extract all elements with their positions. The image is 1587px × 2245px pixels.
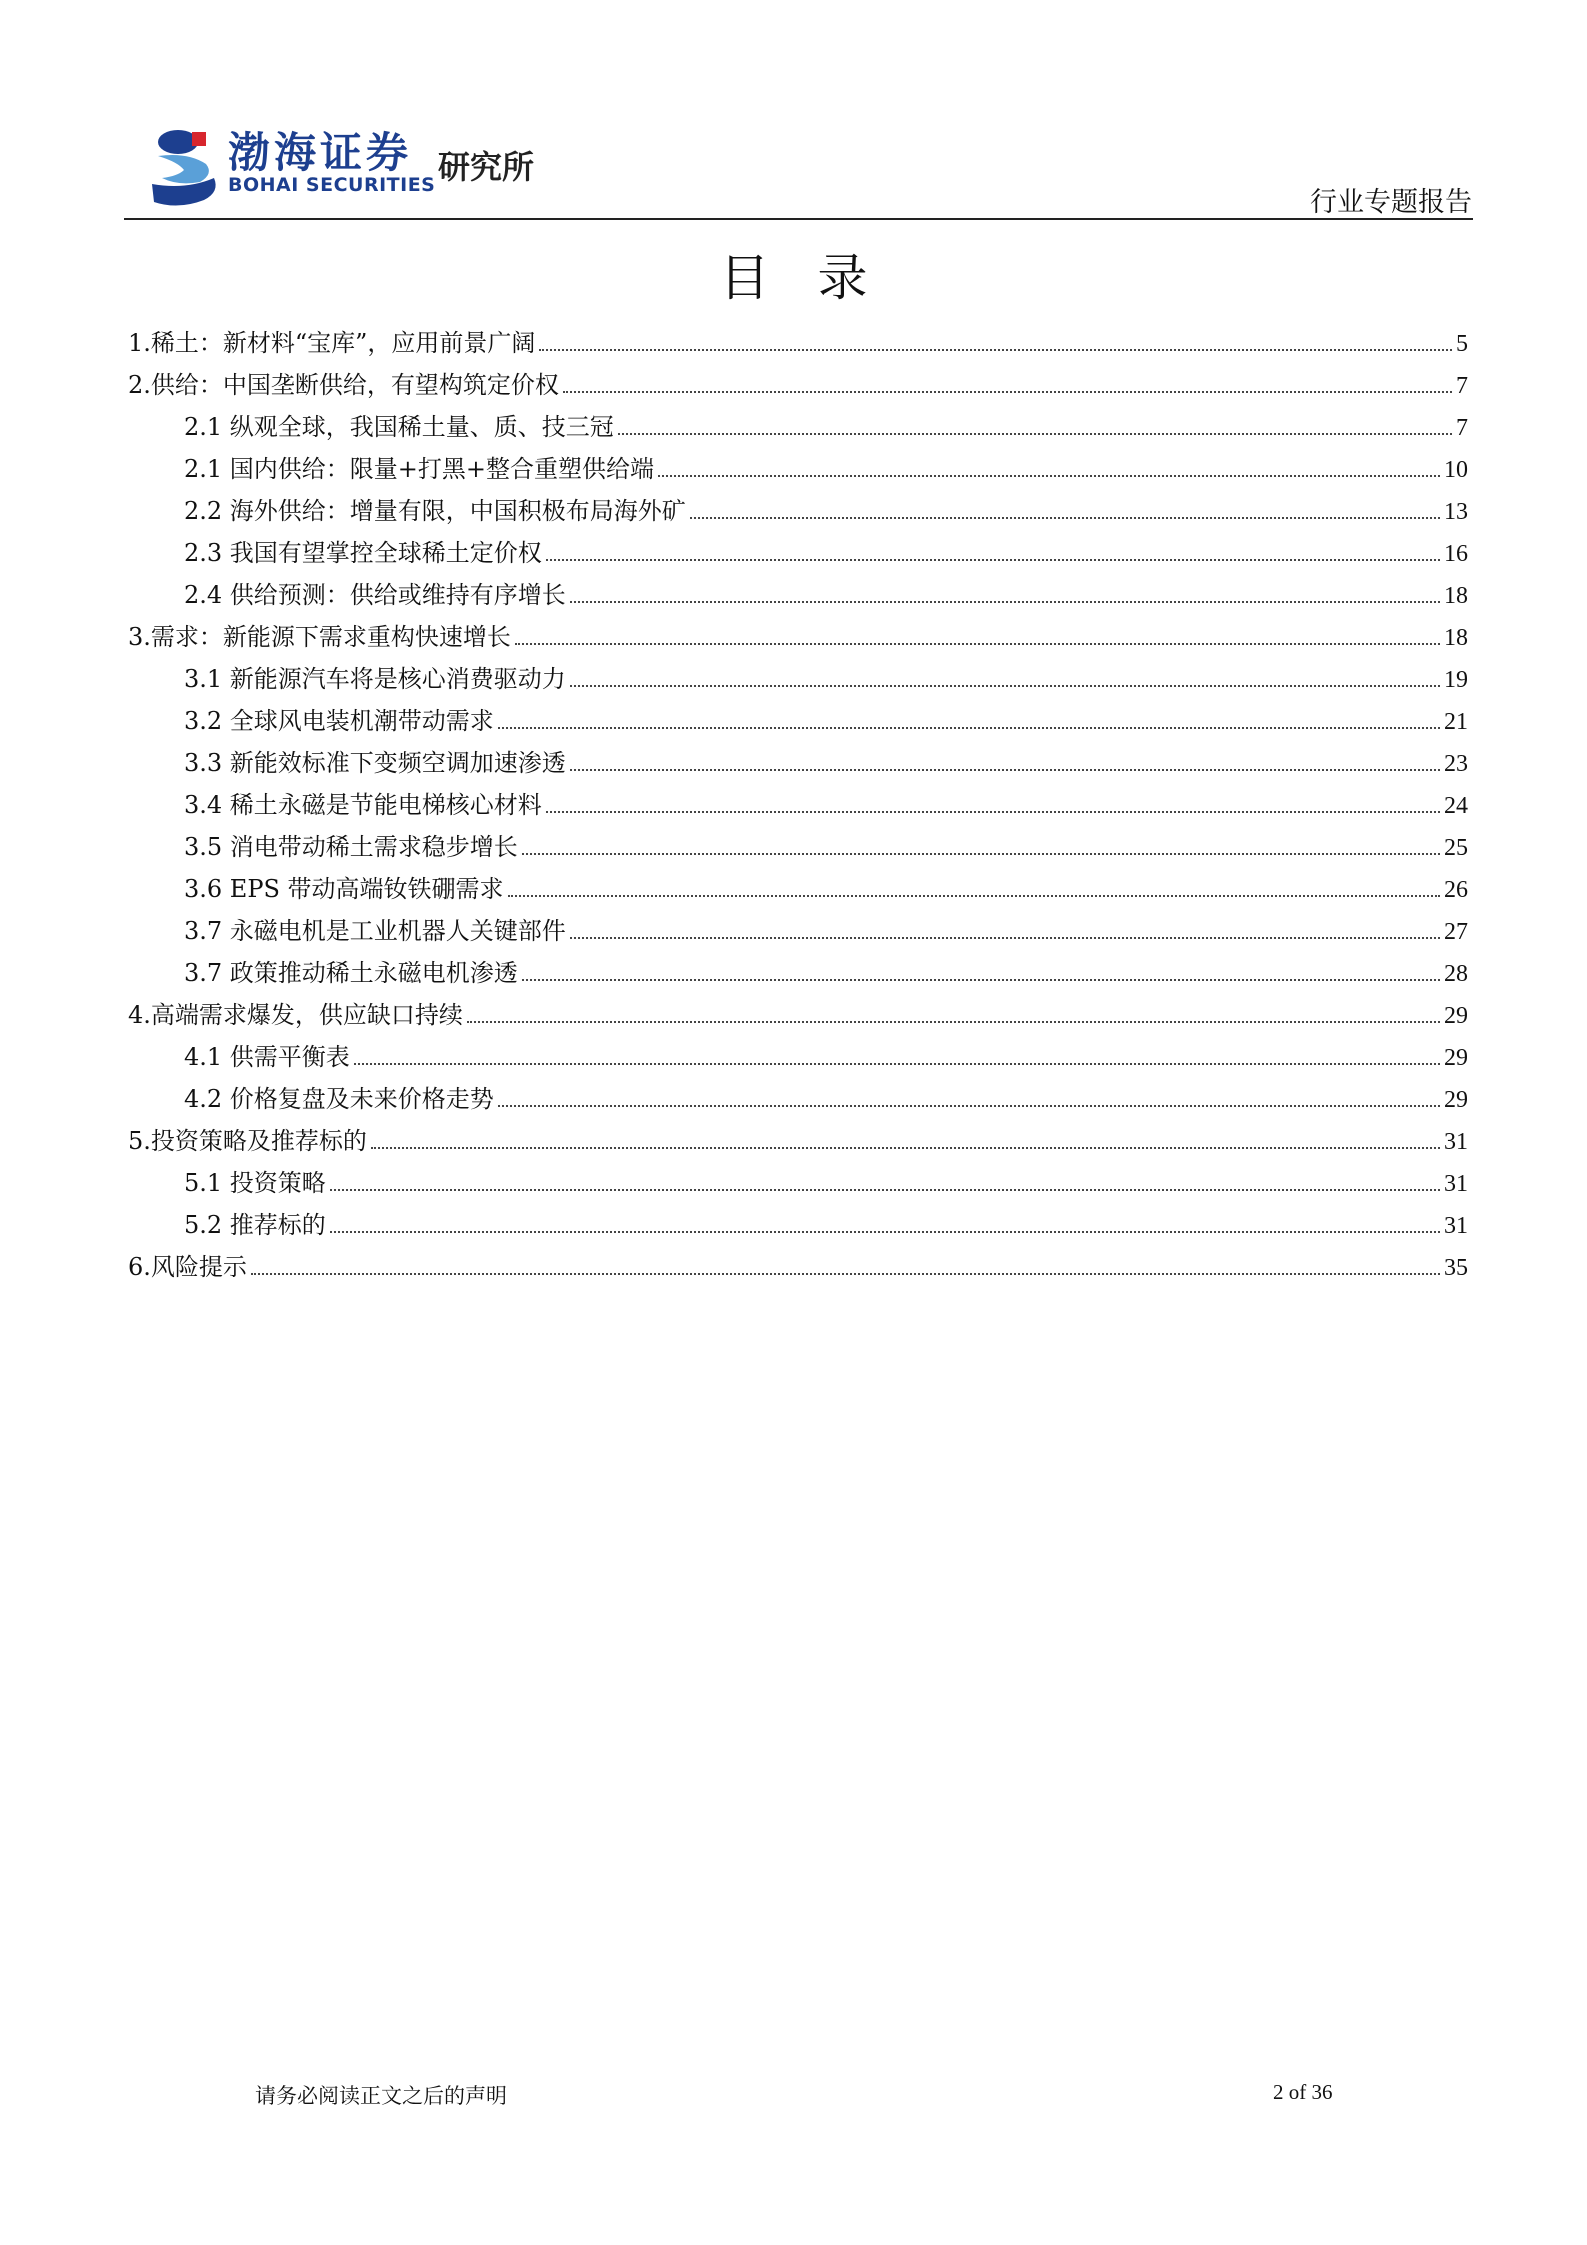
toc-entry[interactable] <box>128 868 1468 910</box>
toc-entry-title: 3.2 全球风电装机潮带动需求 <box>184 707 494 735</box>
toc-entry-page: 26 <box>1444 877 1468 903</box>
report-type-label: 行业专题报告 <box>1310 187 1472 218</box>
toc-entry[interactable] <box>128 658 1468 700</box>
toc-dot-leader <box>546 559 1440 561</box>
toc-dot-leader <box>467 1021 1440 1023</box>
toc-entry-title: 5.1 投资策略 <box>184 1169 326 1197</box>
toc-entry[interactable] <box>128 406 1468 448</box>
toc-entry[interactable] <box>128 490 1468 532</box>
bohai-logo-icon <box>148 126 222 210</box>
toc-entry[interactable] <box>128 1246 1468 1288</box>
toc-entry[interactable] <box>128 322 1468 364</box>
toc-entry-page: 24 <box>1444 793 1468 819</box>
toc-entry-title: 3.6 EPS 带动高端钕铁硼需求 <box>184 875 504 903</box>
toc-dot-leader <box>570 937 1440 939</box>
toc-entry[interactable] <box>128 952 1468 994</box>
toc-dot-leader <box>546 811 1440 813</box>
toc-dot-leader <box>539 349 1452 351</box>
toc-entry-title: 2.1 国内供给：限量+打黑+整合重塑供给端 <box>184 455 655 483</box>
toc-entry-page: 10 <box>1444 457 1468 483</box>
toc-entry-title: 1.稀土：新材料“宝库”，应用前景广阔 <box>128 329 536 357</box>
toc-entry[interactable] <box>128 742 1468 784</box>
toc-entry[interactable] <box>128 700 1468 742</box>
toc-dot-leader <box>330 1231 1440 1233</box>
institute-label: 研究所 <box>438 148 535 186</box>
toc-entry-title: 4.2 价格复盘及未来价格走势 <box>184 1085 494 1113</box>
toc-entry-page: 35 <box>1444 1255 1468 1281</box>
toc-entry[interactable] <box>128 784 1468 826</box>
toc-entry[interactable] <box>128 1120 1468 1162</box>
toc-entry[interactable] <box>128 1036 1468 1078</box>
toc-entry[interactable] <box>128 994 1468 1036</box>
toc-entry[interactable] <box>128 1204 1468 1246</box>
toc-dot-leader <box>618 433 1452 435</box>
toc-entry-title: 4.1 供需平衡表 <box>184 1043 350 1071</box>
toc-dot-leader <box>690 517 1440 519</box>
page-indicator: 2 of 36 <box>1273 2080 1333 2104</box>
toc-dot-leader <box>522 853 1440 855</box>
toc-entry[interactable] <box>128 616 1468 658</box>
toc-dot-leader <box>371 1147 1440 1149</box>
toc-entry-title: 3.1 新能源汽车将是核心消费驱动力 <box>184 665 566 693</box>
toc-entry-title: 3.3 新能效标准下变频空调加速渗透 <box>184 749 566 777</box>
toc-entry-page: 21 <box>1444 709 1468 735</box>
brand-name-en: BOHAI SECURITIES <box>228 174 436 196</box>
toc-entry-title: 5.投资策略及推荐标的 <box>128 1127 367 1155</box>
table-of-contents <box>128 322 1468 1288</box>
toc-entry-page: 31 <box>1444 1171 1468 1197</box>
toc-entry-title: 2.供给：中国垄断供给，有望构筑定价权 <box>128 371 559 399</box>
toc-dot-leader <box>508 895 1440 897</box>
toc-entry[interactable] <box>128 574 1468 616</box>
toc-dot-leader <box>354 1063 1440 1065</box>
toc-entry-page: 18 <box>1444 625 1468 651</box>
toc-entry-title: 3.7 政策推动稀土永磁电机渗透 <box>184 959 518 987</box>
toc-entry-page: 16 <box>1444 541 1468 567</box>
toc-entry-title: 2.2 海外供给：增量有限，中国积极布局海外矿 <box>184 497 686 525</box>
toc-entry-page: 31 <box>1444 1213 1468 1239</box>
toc-entry-page: 29 <box>1444 1087 1468 1113</box>
toc-entry[interactable] <box>128 364 1468 406</box>
toc-entry[interactable] <box>128 1078 1468 1120</box>
toc-entry-title: 2.3 我国有望掌控全球稀土定价权 <box>184 539 542 567</box>
toc-entry-page: 18 <box>1444 583 1468 609</box>
toc-entry[interactable] <box>128 1162 1468 1204</box>
toc-dot-leader <box>251 1273 1440 1275</box>
toc-entry-page: 7 <box>1456 373 1468 399</box>
toc-entry-page: 5 <box>1456 331 1468 357</box>
toc-entry-page: 29 <box>1444 1003 1468 1029</box>
toc-entry-page: 31 <box>1444 1129 1468 1155</box>
page-header <box>0 0 1587 222</box>
toc-entry-page: 28 <box>1444 961 1468 987</box>
toc-entry[interactable] <box>128 826 1468 868</box>
toc-dot-leader <box>563 391 1452 393</box>
toc-entry-page: 25 <box>1444 835 1468 861</box>
toc-dot-leader <box>658 475 1440 477</box>
toc-entry[interactable] <box>128 910 1468 952</box>
bohai-logo <box>148 118 598 218</box>
brand-name-cn: 渤海证券 <box>228 128 413 177</box>
toc-dot-leader <box>330 1189 1440 1191</box>
toc-dot-leader <box>570 685 1440 687</box>
toc-entry[interactable] <box>128 448 1468 490</box>
toc-entry-page: 19 <box>1444 667 1468 693</box>
toc-entry-title: 4.高端需求爆发，供应缺口持续 <box>128 1001 463 1029</box>
toc-entry-page: 23 <box>1444 751 1468 777</box>
toc-entry-title: 3.4 稀土永磁是节能电梯核心材料 <box>184 791 542 819</box>
toc-entry-page: 29 <box>1444 1045 1468 1071</box>
toc-dot-leader <box>570 769 1440 771</box>
toc-dot-leader <box>498 1105 1440 1107</box>
toc-entry-title: 2.4 供给预测：供给或维持有序增长 <box>184 581 566 609</box>
toc-entry-title: 5.2 推荐标的 <box>184 1211 326 1239</box>
toc-entry-page: 7 <box>1456 415 1468 441</box>
toc-dot-leader <box>570 601 1440 603</box>
toc-entry-title: 3.5 消电带动稀土需求稳步增长 <box>184 833 518 861</box>
toc-dot-leader <box>515 643 1440 645</box>
header-divider <box>124 218 1473 220</box>
toc-dot-leader <box>498 727 1440 729</box>
toc-entry[interactable] <box>128 532 1468 574</box>
toc-entry-page: 27 <box>1444 919 1468 945</box>
toc-title: 目录 <box>719 249 916 307</box>
footer-disclaimer-note: 请务必阅读正文之后的声明 <box>255 2084 507 2108</box>
toc-entry-title: 3.7 永磁电机是工业机器人关键部件 <box>184 917 566 945</box>
toc-entry-page: 13 <box>1444 499 1468 525</box>
toc-entry-title: 6.风险提示 <box>128 1253 247 1281</box>
toc-entry-title: 3.需求：新能源下需求重构快速增长 <box>128 623 511 651</box>
toc-entry-title: 2.1 纵观全球，我国稀土量、质、技三冠 <box>184 413 614 441</box>
toc-dot-leader <box>522 979 1440 981</box>
